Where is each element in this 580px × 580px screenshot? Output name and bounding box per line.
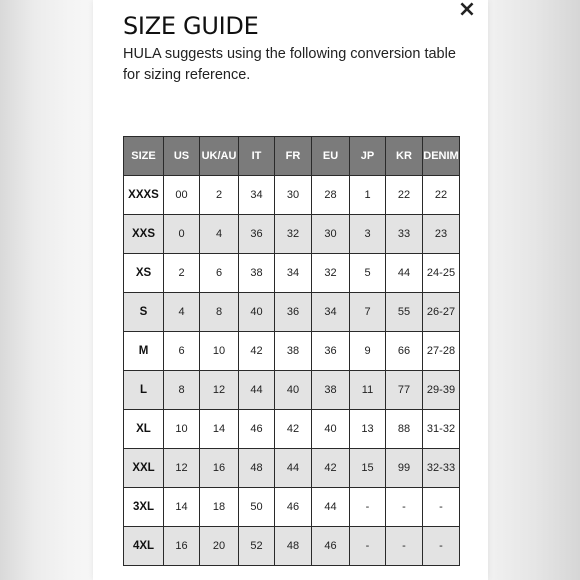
table-cell: 46 xyxy=(239,410,275,449)
table-cell: - xyxy=(386,488,423,527)
size-label-cell: 3XL xyxy=(124,488,164,527)
table-cell: 14 xyxy=(164,488,200,527)
table-cell: 24-25 xyxy=(423,254,460,293)
table-cell: 40 xyxy=(239,293,275,332)
table-cell: 14 xyxy=(200,410,239,449)
table-cell: 38 xyxy=(239,254,275,293)
table-cell: 88 xyxy=(386,410,423,449)
page-title: SIZE GUIDE xyxy=(123,12,259,40)
table-cell: 32 xyxy=(312,254,350,293)
table-cell: 42 xyxy=(275,410,312,449)
guide-description: HULA suggests using the following conversion table for sizing reference. xyxy=(123,46,456,83)
column-header-kr: KR xyxy=(386,137,423,176)
table-row xyxy=(124,293,460,332)
table-cell: 38 xyxy=(312,371,350,410)
table-cell: 46 xyxy=(312,527,350,566)
table-cell: 46 xyxy=(275,488,312,527)
table-cell: 20 xyxy=(200,527,239,566)
table-cell: 55 xyxy=(386,293,423,332)
table-cell: 18 xyxy=(200,488,239,527)
table-cell: 36 xyxy=(275,293,312,332)
size-label-cell: S xyxy=(124,293,164,332)
table-cell: 2 xyxy=(200,176,239,215)
table-cell: - xyxy=(386,527,423,566)
table-cell: 52 xyxy=(239,527,275,566)
table-cell: 15 xyxy=(350,449,386,488)
table-cell: 11 xyxy=(350,371,386,410)
table-cell: 33 xyxy=(386,215,423,254)
table-cell: - xyxy=(423,488,460,527)
table-cell: 3 xyxy=(350,215,386,254)
table-cell: 0 xyxy=(164,215,200,254)
table-cell: 16 xyxy=(200,449,239,488)
table-cell: 34 xyxy=(239,176,275,215)
table-cell: 10 xyxy=(164,410,200,449)
size-label-cell: XS xyxy=(124,254,164,293)
table-cell: 44 xyxy=(386,254,423,293)
table-cell: 00 xyxy=(164,176,200,215)
table-cell: 30 xyxy=(275,176,312,215)
table-cell: 12 xyxy=(164,449,200,488)
table-cell: 40 xyxy=(312,410,350,449)
table-row xyxy=(124,215,460,254)
table-cell: 7 xyxy=(350,293,386,332)
table-cell: 1 xyxy=(350,176,386,215)
size-label-cell: 4XL xyxy=(124,527,164,566)
close-icon[interactable]: × xyxy=(457,0,477,22)
table-cell: 50 xyxy=(239,488,275,527)
table-cell: 8 xyxy=(200,293,239,332)
table-cell: 66 xyxy=(386,332,423,371)
table-cell: - xyxy=(350,488,386,527)
table-cell: 26-27 xyxy=(423,293,460,332)
table-cell: 22 xyxy=(386,176,423,215)
table-header-row xyxy=(124,137,460,176)
table-cell: 9 xyxy=(350,332,386,371)
table-cell: 22 xyxy=(423,176,460,215)
size-label-cell: XXS xyxy=(124,215,164,254)
table-cell: 31-32 xyxy=(423,410,460,449)
table-row xyxy=(124,410,460,449)
table-cell: 8 xyxy=(164,371,200,410)
column-header-eu: EU xyxy=(312,137,350,176)
table-cell: 6 xyxy=(200,254,239,293)
table-cell: 12 xyxy=(200,371,239,410)
table-cell: 42 xyxy=(312,449,350,488)
table-cell: 2 xyxy=(164,254,200,293)
table-cell: 36 xyxy=(312,332,350,371)
column-header-uk-au: UK/AU xyxy=(200,137,239,176)
table-cell: 38 xyxy=(275,332,312,371)
column-header-it: IT xyxy=(239,137,275,176)
table-cell: 32-33 xyxy=(423,449,460,488)
size-label-cell: XL xyxy=(124,410,164,449)
table-cell: 44 xyxy=(275,449,312,488)
table-row xyxy=(124,488,460,527)
size-label-cell: M xyxy=(124,332,164,371)
table-row xyxy=(124,449,460,488)
size-label-cell: L xyxy=(124,371,164,410)
size-label-cell: XXXS xyxy=(124,176,164,215)
table-cell: 4 xyxy=(200,215,239,254)
table-cell: 34 xyxy=(275,254,312,293)
table-cell: 16 xyxy=(164,527,200,566)
table-cell: 29-39 xyxy=(423,371,460,410)
table-cell: 5 xyxy=(350,254,386,293)
table-cell: - xyxy=(350,527,386,566)
table-row xyxy=(124,176,460,215)
column-header-us: US xyxy=(164,137,200,176)
table-cell: 13 xyxy=(350,410,386,449)
table-cell: 23 xyxy=(423,215,460,254)
table-row xyxy=(124,254,460,293)
table-cell: 4 xyxy=(164,293,200,332)
table-cell: 30 xyxy=(312,215,350,254)
table-cell: 99 xyxy=(386,449,423,488)
table-cell: 6 xyxy=(164,332,200,371)
table-cell: 44 xyxy=(239,371,275,410)
table-cell: 36 xyxy=(239,215,275,254)
table-cell: 32 xyxy=(275,215,312,254)
size-label-cell: XXL xyxy=(124,449,164,488)
table-cell: 10 xyxy=(200,332,239,371)
table-cell: 44 xyxy=(312,488,350,527)
table-cell: 28 xyxy=(312,176,350,215)
table-row xyxy=(124,332,460,371)
table-cell: 48 xyxy=(275,527,312,566)
table-cell: - xyxy=(423,527,460,566)
table-cell: 27-28 xyxy=(423,332,460,371)
table-cell: 40 xyxy=(275,371,312,410)
table-cell: 34 xyxy=(312,293,350,332)
table-row xyxy=(124,371,460,410)
table-cell: 42 xyxy=(239,332,275,371)
table-cell: 48 xyxy=(239,449,275,488)
column-header-jp: JP xyxy=(350,137,386,176)
column-header-fr: FR xyxy=(275,137,312,176)
table-row xyxy=(124,527,460,566)
table-cell: 77 xyxy=(386,371,423,410)
column-header-denim: DENIM xyxy=(423,137,460,176)
column-header-size: SIZE xyxy=(124,137,164,176)
size-conversion-table xyxy=(123,136,460,566)
